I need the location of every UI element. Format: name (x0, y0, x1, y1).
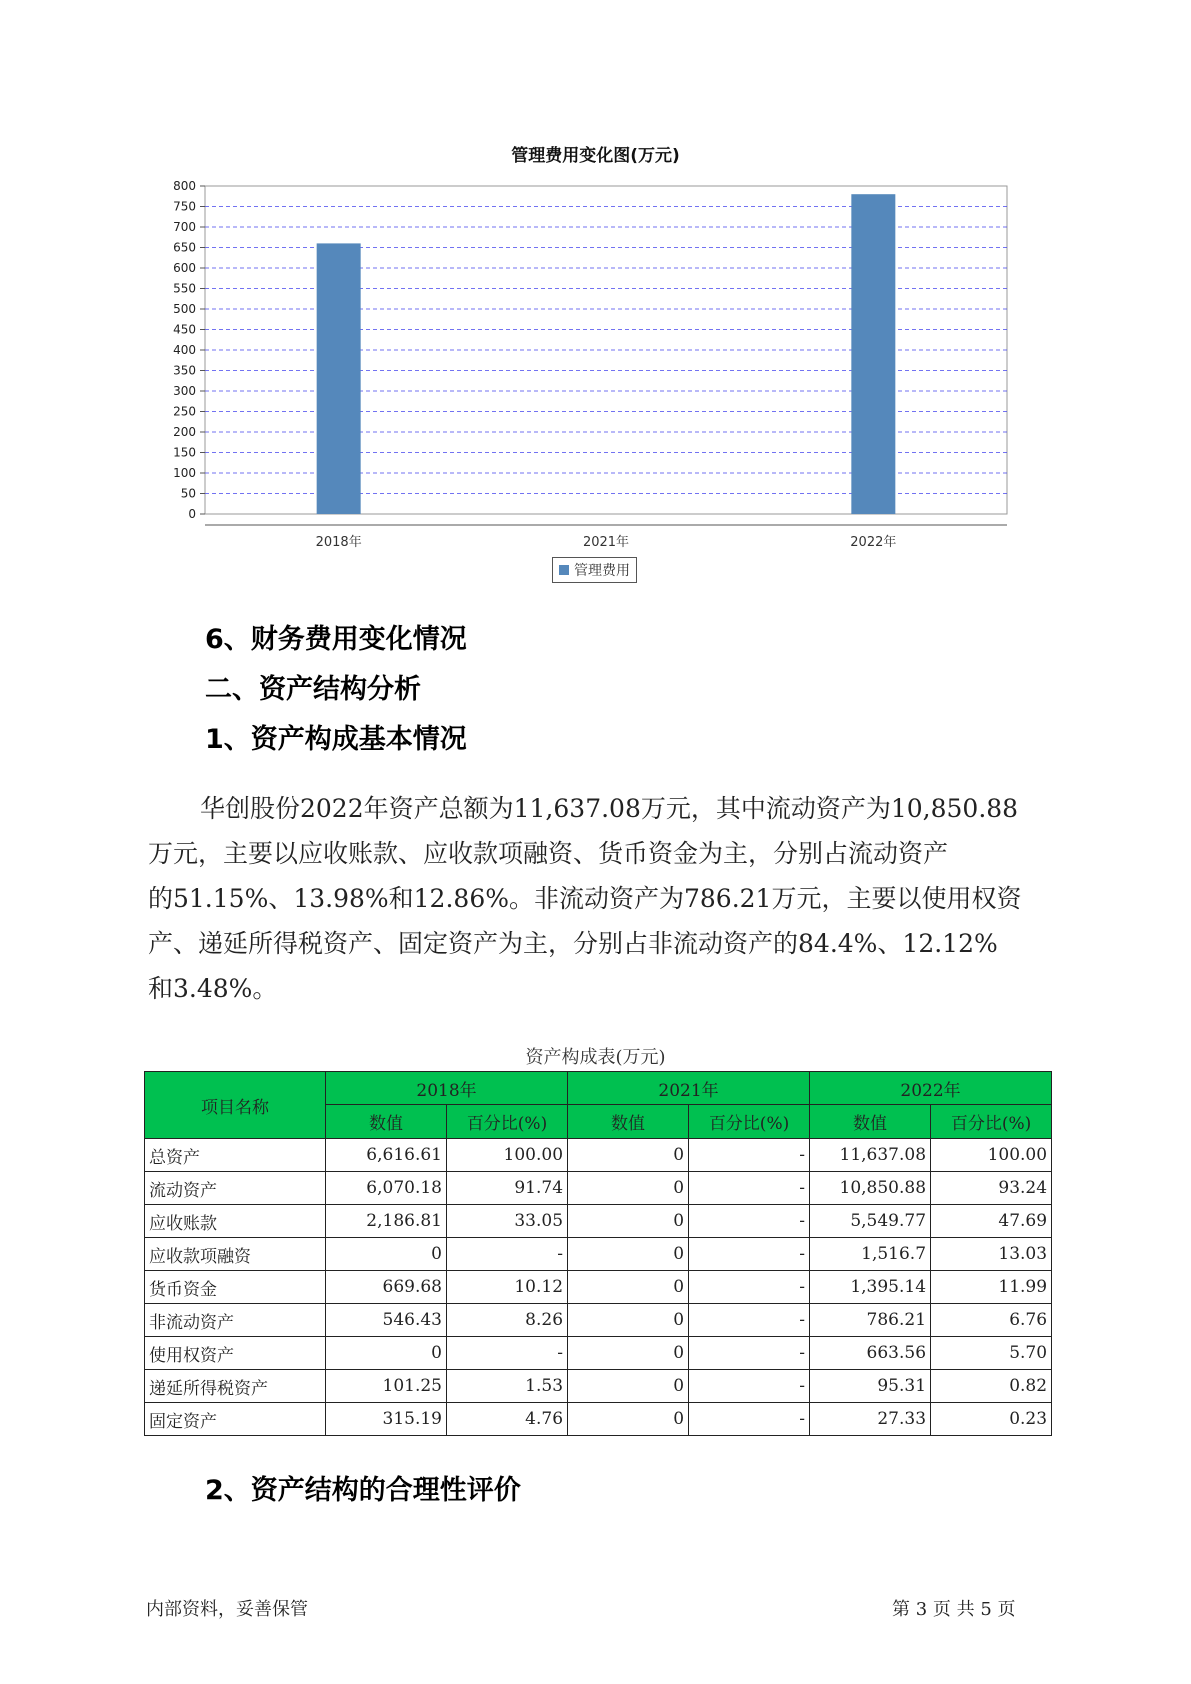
cell-p2021: - (689, 1304, 810, 1337)
cell-v2022: 1,516.7 (810, 1238, 931, 1271)
cell-v2021: 0 (568, 1205, 689, 1238)
header-year-2021: 2021年 (568, 1072, 810, 1105)
y-tick-label: 50 (180, 486, 196, 501)
cell-v2022: 1,395.14 (810, 1271, 931, 1304)
y-tick-label: 700 (173, 220, 196, 234)
y-tick-label: 150 (173, 445, 196, 460)
cell-v2018: 0 (326, 1238, 447, 1271)
header-year-2022: 2022年 (810, 1072, 1052, 1105)
cell-v2022: 786.21 (810, 1304, 931, 1337)
paragraph-line: 华创股份2022年资产总额为11,637.08万元，其中流动资产为10,850.88 (200, 794, 1019, 823)
header-value: 数值 (326, 1105, 447, 1139)
paragraph-line: 的51.15%、13.98%和12.86%。非流动资产为786.21万元，主要以使用权资 (148, 884, 1022, 913)
cell-p2021: - (689, 1205, 810, 1238)
header-value: 数值 (810, 1105, 931, 1139)
paragraph-line: 和3.48%。 (148, 974, 278, 1003)
y-tick-label: 500 (173, 302, 196, 316)
asset-composition-table (144, 1071, 1052, 1436)
cell-v2021: 0 (568, 1370, 689, 1403)
cell-p2022: 0.23 (931, 1403, 1052, 1436)
cell-p2018: - (447, 1337, 568, 1370)
cell-v2022: 27.33 (810, 1403, 931, 1436)
table-row (145, 1370, 1052, 1403)
row-label: 递延所得税资产 (145, 1370, 326, 1403)
cell-p2021: - (689, 1172, 810, 1205)
heading-finance-expense: 6、财务费用变化情况 (205, 624, 467, 655)
chart-title: 管理费用变化图(万元) (511, 146, 680, 166)
cell-v2018: 6,070.18 (326, 1172, 447, 1205)
cell-p2018: 10.12 (447, 1271, 568, 1304)
row-label: 固定资产 (145, 1403, 326, 1436)
cell-v2021: 0 (568, 1172, 689, 1205)
y-tick-label: 200 (173, 425, 196, 439)
y-tick-label: 450 (173, 322, 196, 337)
cell-p2018: 100.00 (447, 1139, 568, 1172)
y-tick-label: 650 (173, 240, 196, 255)
y-tick-label: 250 (173, 404, 196, 419)
cell-v2021: 0 (568, 1304, 689, 1337)
legend-swatch (559, 565, 569, 575)
row-label: 流动资产 (145, 1172, 326, 1205)
y-tick-label: 300 (173, 384, 196, 398)
cell-p2022: 5.70 (931, 1337, 1052, 1370)
cell-v2018: 669.68 (326, 1271, 447, 1304)
y-tick-label: 100 (173, 466, 196, 480)
cell-p2021: - (689, 1370, 810, 1403)
table-row (145, 1238, 1052, 1271)
y-tick-label: 750 (173, 199, 196, 214)
cell-p2018: 1.53 (447, 1370, 568, 1403)
footer-confidential: 内部资料，妥善保管 (146, 1599, 308, 1620)
chart-legend (552, 557, 637, 583)
x-tick-label: 2021年 (582, 535, 630, 550)
cell-v2021: 0 (568, 1271, 689, 1304)
cell-p2018: 91.74 (447, 1172, 568, 1205)
table-body (145, 1139, 1052, 1436)
y-tick-label: 600 (173, 261, 196, 275)
cell-v2021: 0 (568, 1403, 689, 1436)
cell-p2022: 93.24 (931, 1172, 1052, 1205)
header-value: 数值 (568, 1105, 689, 1139)
cell-p2021: - (689, 1238, 810, 1271)
management-expense-bar-chart (0, 0, 1191, 600)
cell-v2022: 95.31 (810, 1370, 931, 1403)
y-tick-label: 0 (188, 507, 196, 521)
cell-p2018: 4.76 (447, 1403, 568, 1436)
row-label: 总资产 (145, 1139, 326, 1172)
table-row (145, 1139, 1052, 1172)
cell-v2021: 0 (568, 1238, 689, 1271)
cell-v2018: 0 (326, 1337, 447, 1370)
cell-p2022: 13.03 (931, 1238, 1052, 1271)
paragraph-line: 产、递延所得税资产、固定资产为主，分别占非流动资产的84.4%、12.12% (148, 929, 998, 958)
cell-p2018: - (447, 1238, 568, 1271)
footer-page-number: 第 3 页 共 5 页 (892, 1599, 1016, 1620)
y-tick-label: 550 (173, 281, 196, 296)
y-tick-label: 800 (173, 179, 196, 193)
cell-p2021: - (689, 1139, 810, 1172)
bar-2018年 (317, 243, 361, 514)
row-label: 货币资金 (145, 1271, 326, 1304)
row-label: 应收账款 (145, 1205, 326, 1238)
x-tick-label: 2018年 (315, 535, 362, 550)
header-percent: 百分比(%) (931, 1105, 1052, 1139)
y-tick-label: 350 (173, 363, 196, 378)
x-tick-label: 2022年 (850, 535, 897, 550)
cell-p2022: 47.69 (931, 1205, 1052, 1238)
asset-summary-paragraph (148, 786, 1078, 1011)
cell-v2018: 546.43 (326, 1304, 447, 1337)
cell-v2022: 11,637.08 (810, 1139, 931, 1172)
cell-v2021: 0 (568, 1337, 689, 1370)
cell-p2022: 0.82 (931, 1370, 1052, 1403)
y-tick-label: 400 (173, 343, 196, 357)
cell-v2022: 663.56 (810, 1337, 931, 1370)
row-label: 使用权资产 (145, 1337, 326, 1370)
cell-v2021: 0 (568, 1139, 689, 1172)
cell-p2018: 33.05 (447, 1205, 568, 1238)
bar-2022年 (851, 194, 895, 514)
cell-p2022: 100.00 (931, 1139, 1052, 1172)
cell-p2022: 6.76 (931, 1304, 1052, 1337)
row-label: 应收款项融资 (145, 1238, 326, 1271)
table-row (145, 1172, 1052, 1205)
cell-v2018: 315.19 (326, 1403, 447, 1436)
cell-v2022: 5,549.77 (810, 1205, 931, 1238)
cell-v2018: 101.25 (326, 1370, 447, 1403)
cell-v2022: 10,850.88 (810, 1172, 931, 1205)
table-row (145, 1304, 1052, 1337)
table-row (145, 1271, 1052, 1304)
header-year-2018: 2018年 (326, 1072, 568, 1105)
table-row (145, 1403, 1052, 1436)
row-label: 非流动资产 (145, 1304, 326, 1337)
cell-v2018: 2,186.81 (326, 1205, 447, 1238)
cell-p2018: 8.26 (447, 1304, 568, 1337)
cell-p2021: - (689, 1337, 810, 1370)
table-caption: 资产构成表(万元) (525, 1047, 666, 1068)
legend-label: 管理费用 (574, 563, 630, 579)
cell-v2018: 6,616.61 (326, 1139, 447, 1172)
cell-p2021: - (689, 1403, 810, 1436)
table-row (145, 1337, 1052, 1370)
header-percent: 百分比(%) (447, 1105, 568, 1139)
header-item-name: 项目名称 (145, 1072, 326, 1139)
cell-p2021: - (689, 1271, 810, 1304)
heading-asset-composition: 1、资产构成基本情况 (205, 724, 467, 755)
cell-p2022: 11.99 (931, 1271, 1052, 1304)
heading-asset-structure: 二、资产结构分析 (205, 674, 421, 705)
header-percent: 百分比(%) (689, 1105, 810, 1139)
paragraph-line: 万元，主要以应收账款、应收款项融资、货币资金为主，分别占流动资产 (148, 839, 949, 868)
table-row (145, 1205, 1052, 1238)
heading-asset-evaluation: 2、资产结构的合理性评价 (205, 1475, 521, 1506)
